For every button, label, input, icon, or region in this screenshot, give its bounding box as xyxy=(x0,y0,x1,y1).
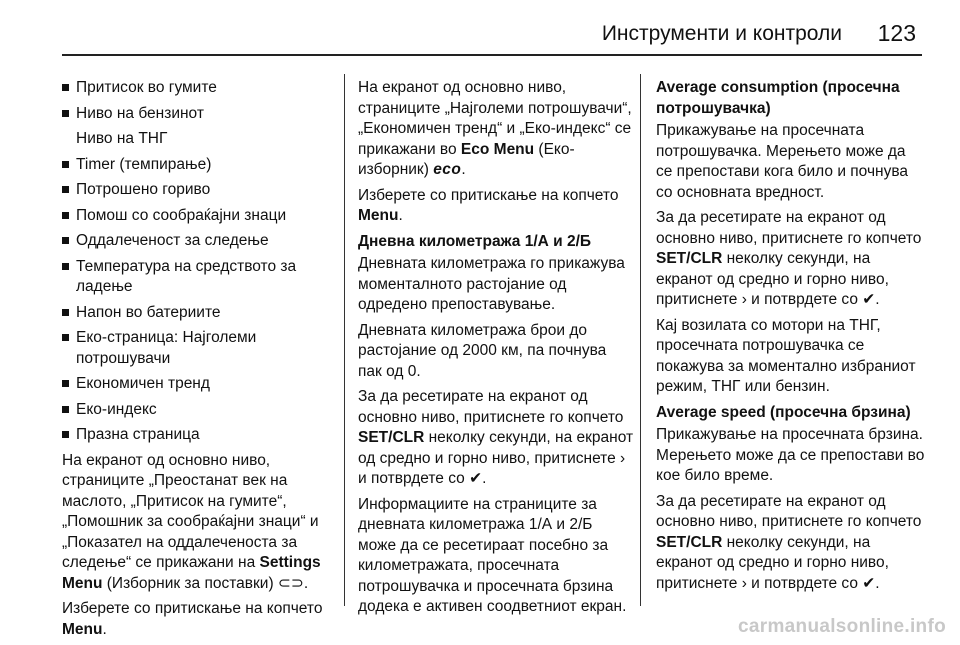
eco-menu-paragraph: На екранот од основно ниво, страниците „Најголеми потрошувачи“, „Економичен тренд“ и „Еко-индекс“ се прикажани во Eco Menu (Еко-изборник) eco. xyxy=(358,78,634,181)
average-consumption-description: Прикажување на просечната потрошувачка. Мерењето може да се препостави кога било и почнува со основната вредност. xyxy=(656,122,909,201)
list-item: Ниво на бензинот xyxy=(62,104,334,125)
list-item: Празна страница xyxy=(62,425,334,446)
list-item: Оддалеченост за следење xyxy=(62,231,334,252)
set-clr-label: SET/CLR xyxy=(656,250,723,267)
page-number: 123 xyxy=(877,20,916,46)
trip-reset-instructions: За да ресетирате на екранот од основно ниво, притиснете го копчето SET/CLR неколку секунди, на екранот од средно и горно ниво, притиснете › и потврдете со ✔. xyxy=(358,387,634,490)
check-icon: ✔ xyxy=(862,574,876,592)
chevron-right-icon: › xyxy=(741,574,747,592)
trip-odometer-range: Дневната километража брои до растојание од 2000 км, па почнува пак од 0. xyxy=(358,321,607,380)
check-icon: ✔ xyxy=(862,291,876,308)
settings-menu-label: Settings Menu xyxy=(62,554,321,592)
list-item-sub: Ниво на ТНГ xyxy=(76,130,168,147)
trip-odometer-heading: Дневна километража 1/А и 2/Б xyxy=(358,232,592,250)
page-header xyxy=(62,14,922,56)
menu-button-label: Menu xyxy=(62,620,103,638)
list-item: Еко-индекс xyxy=(62,400,334,421)
car-icon: ⊂⊃ xyxy=(277,574,304,592)
list-item: Економичен тренд xyxy=(62,374,334,395)
column-divider-2 xyxy=(640,74,641,606)
watermark: carmanualsonline.info xyxy=(738,616,946,637)
column-2 xyxy=(358,78,634,623)
column-1 xyxy=(62,78,334,645)
column-divider-1 xyxy=(344,74,345,606)
chevron-right-icon: › xyxy=(741,291,747,308)
select-menu-paragraph: Изберете со притискање на копчето Menu. xyxy=(62,600,323,638)
list-item: Еко-страница: Најголеми потрошувачи xyxy=(62,328,334,369)
eco-icon: eco xyxy=(433,161,462,178)
column-3 xyxy=(656,78,926,599)
list-item: Помош со сообраќајни знаци xyxy=(62,206,334,227)
list-item: Timer (темпирање) xyxy=(62,155,334,176)
consumption-reset-instructions: За да ресетирате на екранот од основно ниво, притиснете го копчето SET/CLR неколку секунди, на екранот од средно и горно ниво, притиснете › и потврдете со ✔. xyxy=(656,208,926,311)
trip-info-reset-note: Информациите на страниците за дневната километража 1/А и 2/Б може да се ресетираат посебно за километражата, просечната потрошувачка и просечната брзина додека е активен соодветниот екран. xyxy=(358,495,627,615)
average-speed-description: Прикажување на просечната брзина. Мерењето може да се препостави во кое било време. xyxy=(656,426,925,484)
average-speed-heading: Average speed (просечна брзина) xyxy=(656,403,911,421)
check-icon: ✔ xyxy=(469,470,483,487)
speed-reset-instructions: За да ресетирате на екранот од основно ниво, притиснете го копчето SET/CLR неколку секунди, на екранот од средно и горно ниво, притиснете › и потврдете со ✔. xyxy=(656,492,926,595)
set-clr-label: SET/CLR xyxy=(656,533,723,551)
list-item: Потрошено гориво xyxy=(62,180,334,201)
select-menu-paragraph: Изберете со притискање на копчето Menu. xyxy=(358,186,619,224)
list-item: Температура на средството за ладење xyxy=(62,257,334,298)
chapter-title: Инструменти и контроли xyxy=(601,22,842,45)
list-item: Напон во батериите xyxy=(62,303,334,324)
trip-odometer-description: Дневната километража го прикажува моменталното растојание од одредено препоставување. xyxy=(358,255,625,313)
menu-button-label: Menu xyxy=(358,207,399,224)
lpg-consumption-note: Кај возилата со мотори на ТНГ, просечната потрошувачка се покажува за моментално избраниот режим, ТНГ или бензин. xyxy=(656,316,916,395)
set-clr-label: SET/CLR xyxy=(358,429,425,446)
list-item: Притисок во гумите xyxy=(62,78,334,99)
chevron-right-icon: › xyxy=(620,449,626,467)
settings-menu-paragraph: На екранот од основно ниво, страниците „Преостанат век на маслото, „Притисок на гумите“, „Помошник за сообраќајни знаци“ и „Показател на оддалеченоста за следење“ се прикажани на Settings Menu (Изборник за поставки) ⊂⊃. xyxy=(62,451,334,595)
average-consumption-heading: Average consumption (просечна потрошувачка) xyxy=(656,79,900,117)
eco-menu-label: Eco Menu xyxy=(460,140,535,158)
display-pages-list xyxy=(62,78,334,446)
